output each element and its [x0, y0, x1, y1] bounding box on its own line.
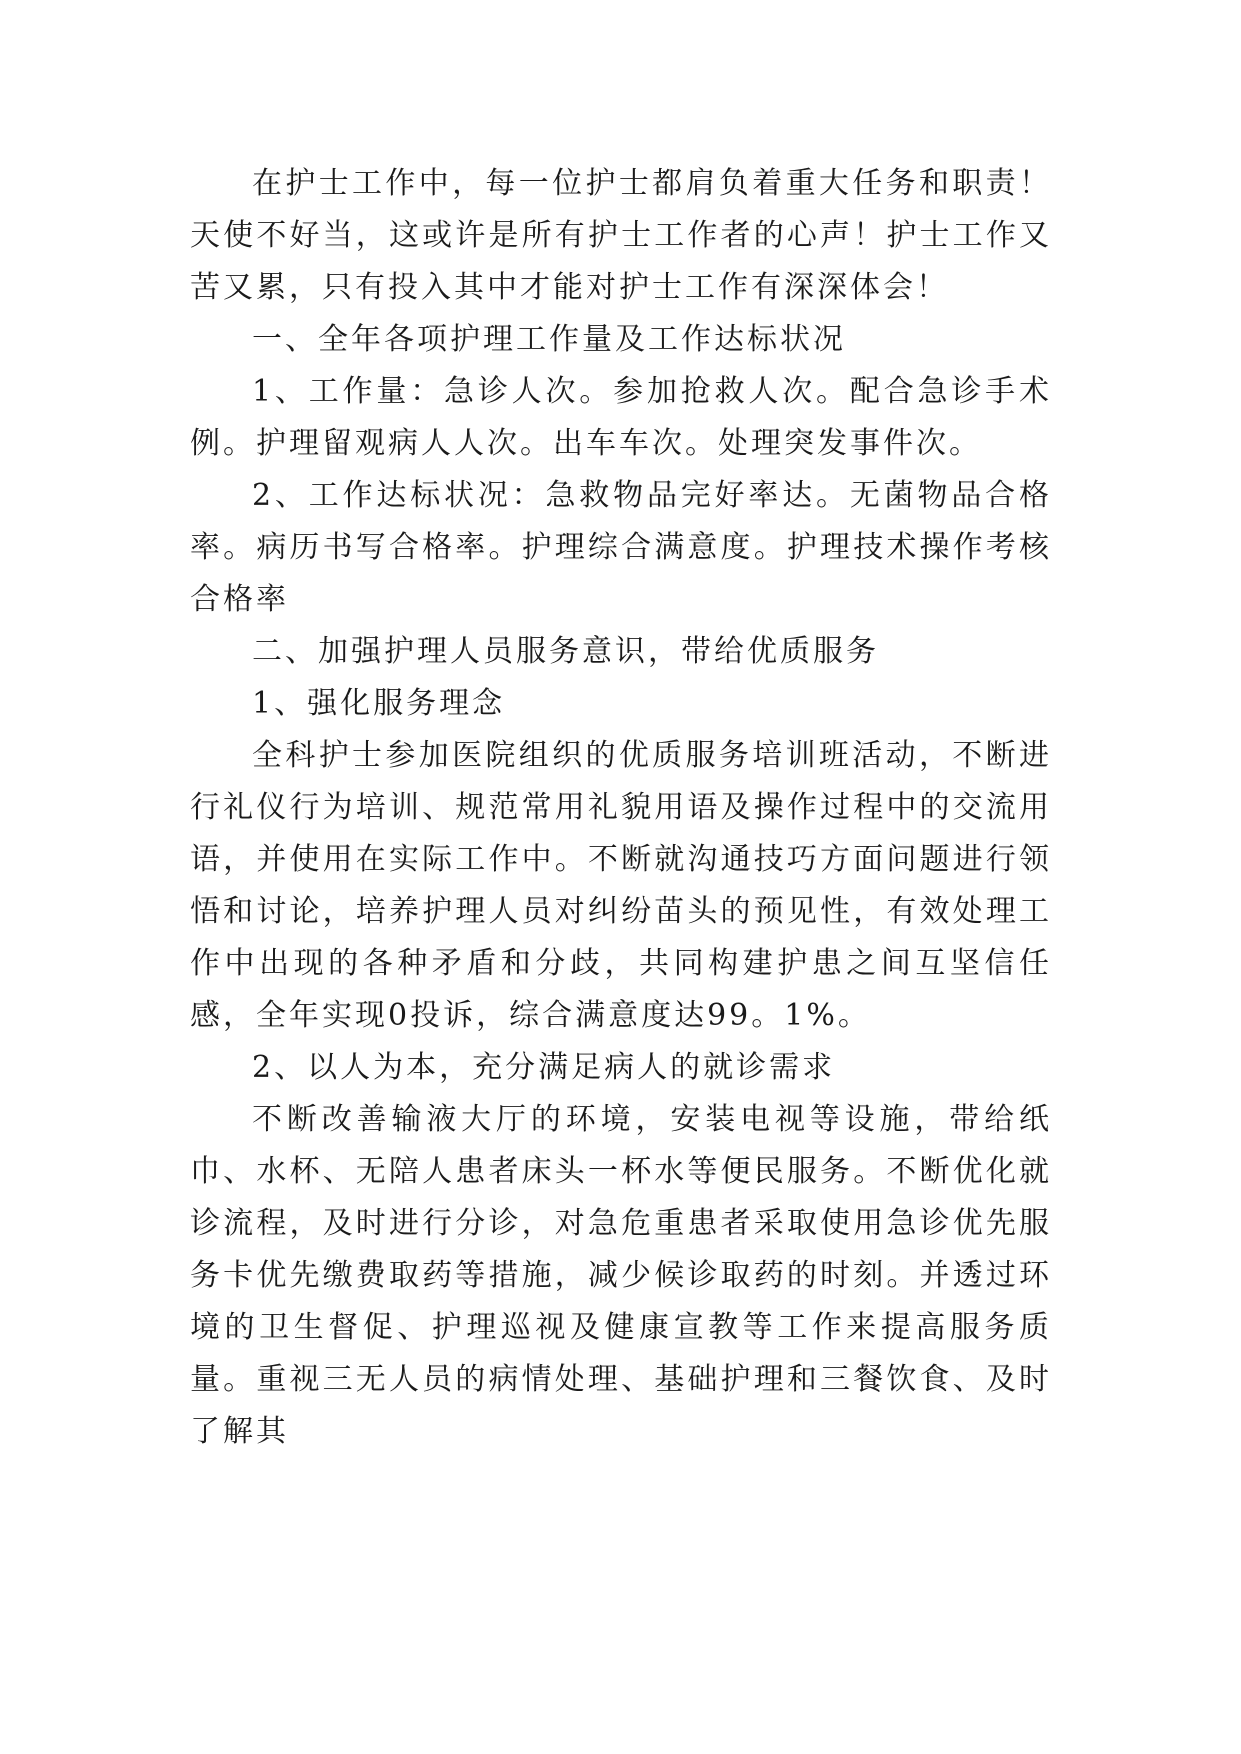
document-body [190, 158, 1052, 1458]
subheading-patient-needs: 2、以人为本，充分满足病人的就诊需求 [252, 1050, 836, 1085]
paragraph-intro: 在护士工作中，每一位护士都肩负着重大任务和职责！天使不好当，这或许是所有护士工作者的心声！护士工作又苦又累，只有投入其中才能对护士工作有深深体会！ [190, 166, 1052, 305]
subheading-service-concept: 1、强化服务理念 [252, 686, 506, 721]
heading-section-1: 一、全年各项护理工作量及工作达标状况 [252, 322, 846, 357]
paragraph-environment: 不断改善输液大厅的环境，安装电视等设施，带给纸巾、水杯、无陪人患者床头一杯水等便民服务。不断优化就诊流程，及时进行分诊，对急危重患者采取使用急诊优先服务卡优先缴费取药等措施，减少候诊取药的时刻。并透过环境的卫生督促、护理巡视及健康宣教等工作来提高服务质量。重视三无人员的病情处理、基础护理和三餐饮食、及时了解其 [190, 1102, 1052, 1449]
heading-section-2: 二、加强护理人员服务意识，带给优质服务 [252, 634, 879, 669]
paragraph-workload: 1、工作量：急诊人次。参加抢救人次。配合急诊手术例。护理留观病人人次。出车车次。处理突发事件次。 [190, 374, 1052, 461]
paragraph-standards: 2、工作达标状况：急救物品完好率达。无菌物品合格率。病历书写合格率。护理综合满意度。护理技术操作考核合格率 [190, 478, 1052, 617]
paragraph-service-training: 全科护士参加医院组织的优质服务培训班活动，不断进行礼仪行为培训、规范常用礼貌用语及操作过程中的交流用语，并使用在实际工作中。不断就沟通技巧方面问题进行领悟和讨论，培养护理人员对纠纷苗头的预见性，有效处理工作中出现的各种矛盾和分歧，共同构建护患之间互坚信任感，全年实现0投诉，综合满意度达99。1%。 [190, 738, 1052, 1033]
